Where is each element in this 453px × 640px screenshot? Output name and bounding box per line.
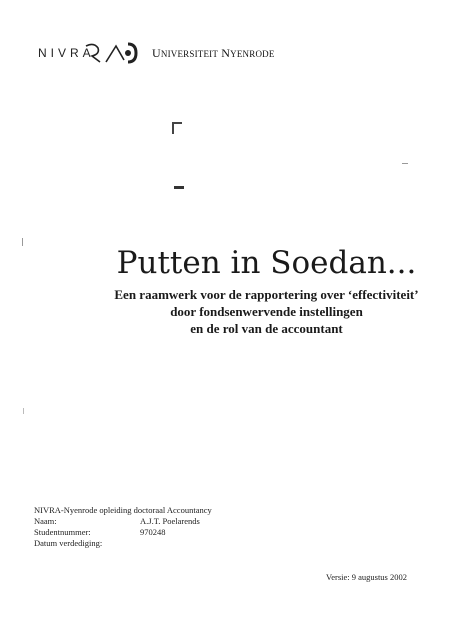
subtitle-line: Een raamwerk voor de rapportering over ‘effectiviteit’	[114, 287, 419, 302]
nivra-logo-icon	[82, 40, 142, 66]
program-text: NIVRA-Nyenrode opleiding doctoraal Accountancy	[34, 505, 212, 515]
nivra-wordmark: NIVRA	[38, 46, 95, 60]
defense-date-label: Datum verdediging:	[34, 538, 103, 548]
document-title: Putten in Soedan...	[116, 245, 417, 281]
scan-speck	[172, 122, 182, 124]
universiteit-cap: U	[152, 46, 161, 60]
scan-speck	[402, 163, 408, 164]
subtitle-line: door fondsenwervende instellingen	[170, 304, 363, 319]
student-number-value: 970248	[140, 527, 166, 537]
scan-speck	[174, 186, 184, 189]
version-text: Versie: 9 augustus 2002	[326, 572, 407, 582]
nyenrode-cap: N	[221, 46, 231, 60]
name-label: Naam:	[34, 516, 57, 526]
subtitle-line: en de rol van de accountant	[190, 321, 343, 336]
header-logo	[38, 38, 278, 68]
scan-speck	[23, 408, 24, 414]
nyenrode-rest: YENRODE	[230, 49, 275, 59]
universiteit-nyenrode-wordmark	[152, 46, 275, 61]
student-number-label: Studentnummer:	[34, 527, 91, 537]
document-subtitle	[0, 286, 453, 337]
name-value: A.J.T. Poelarends	[140, 516, 200, 526]
universiteit-rest: NIVERSITEIT	[160, 49, 219, 59]
